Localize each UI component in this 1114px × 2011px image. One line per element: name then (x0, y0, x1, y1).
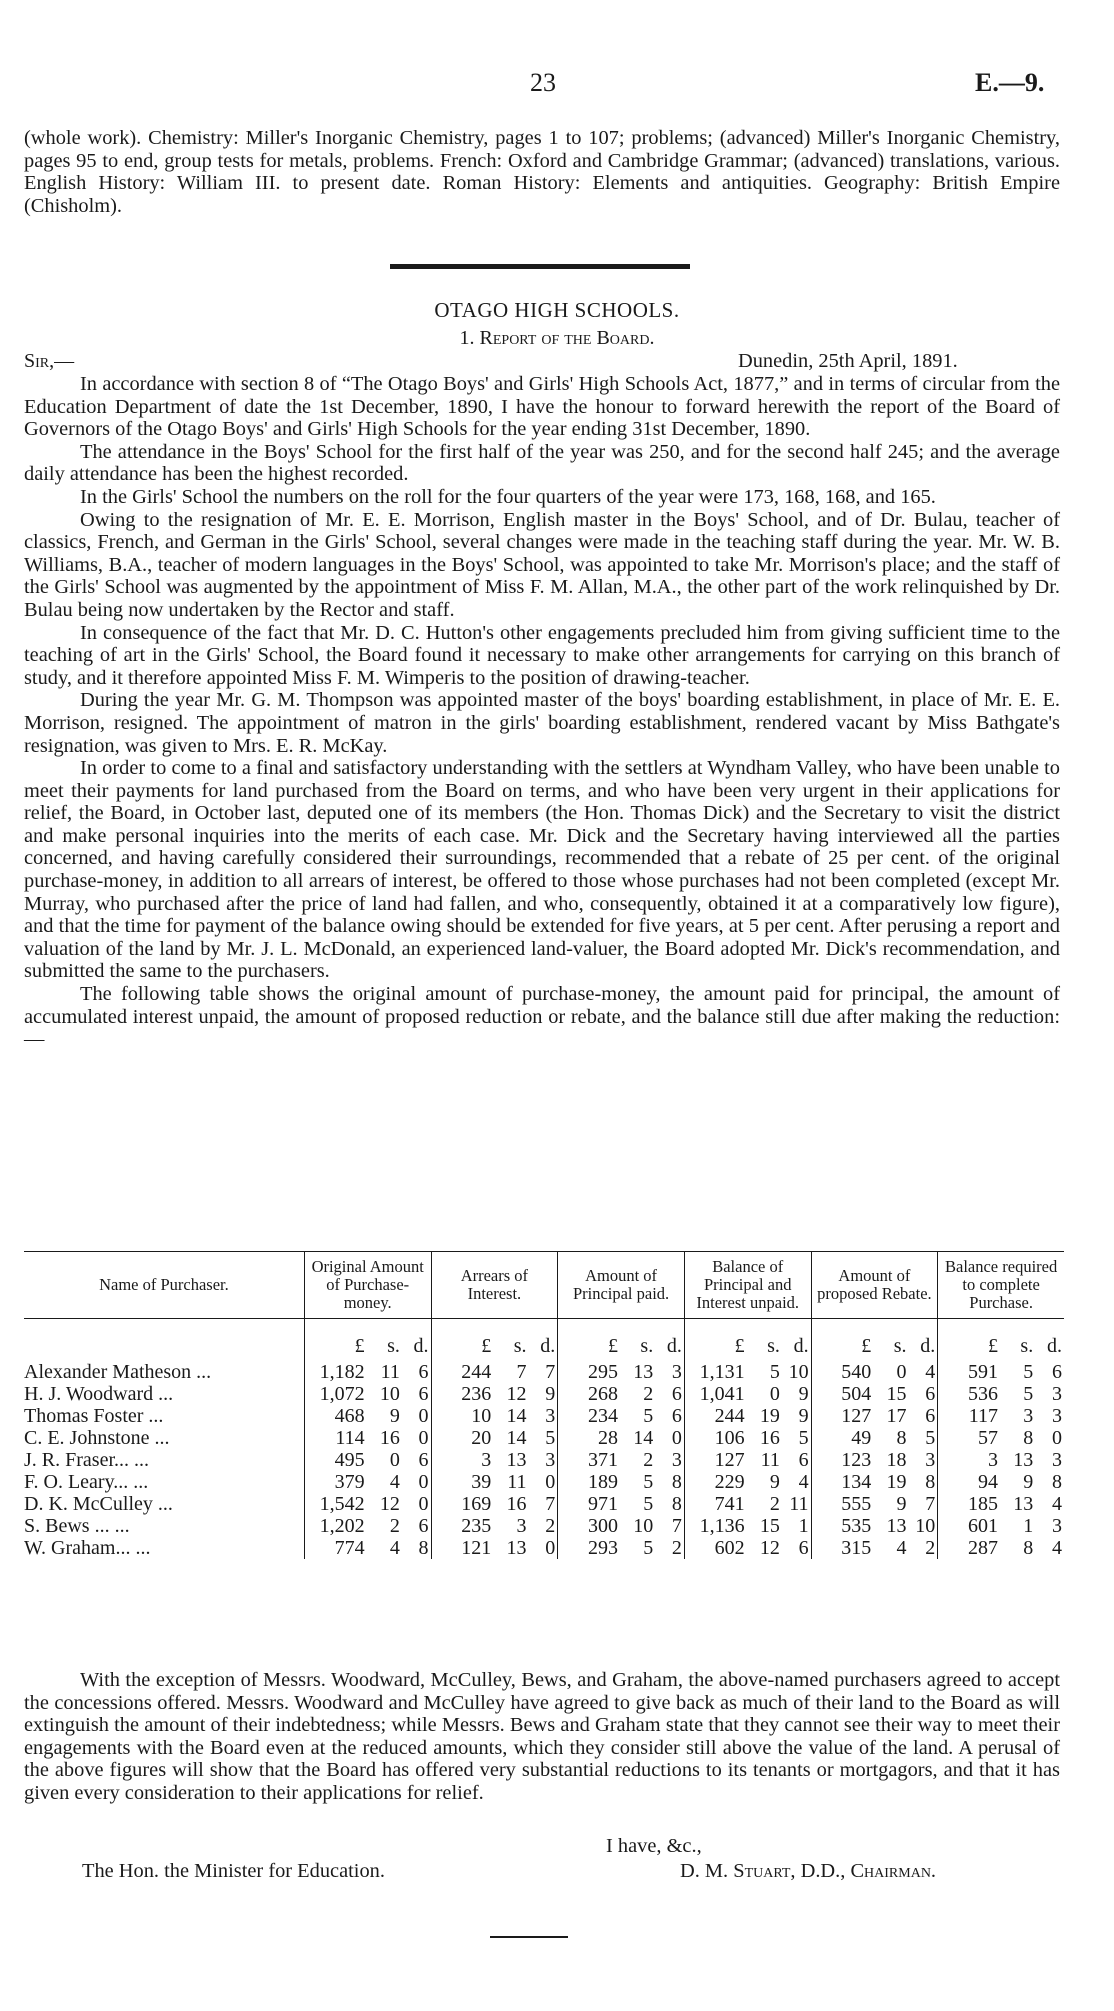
amount-cell: 5 (798, 1427, 809, 1449)
amount-cell: 5 (643, 1471, 654, 1493)
amount-cell: 741 (684, 1493, 746, 1515)
amount-cell: 123 (811, 1449, 873, 1471)
amount-cell: 7 (545, 1493, 556, 1515)
amount-cell: 3 (545, 1405, 556, 1427)
amount-cell: 11 (789, 1493, 809, 1515)
amount-cell: 244 (684, 1405, 746, 1427)
amount-cell: 3 (545, 1449, 556, 1471)
table-row (24, 1427, 1064, 1449)
amount-cell: 3 (925, 1449, 936, 1471)
table-row (24, 1537, 1064, 1559)
amount-cell: 12 (506, 1383, 527, 1405)
amount-cell: 10 (633, 1515, 654, 1537)
amount-cell: 0 (896, 1361, 907, 1383)
intro-text: (whole work). Chemistry: Miller's Inorganic Chemistry, pages 1 to 107; problems; (advanced) Miller's Inorganic Chemistry, pages 95 to end, group tests for metals, problems. French: Oxford and Cambridge Grammar; (advanced) translations, various. English History: William III. to present date. Roman History: Elements and antiquities. Geography: British Empire (Chisholm). (24, 127, 1060, 217)
amount-cell: 19 (759, 1405, 780, 1427)
amount-cell: 1 (1023, 1515, 1034, 1537)
amount-cell: 9 (798, 1405, 809, 1427)
amount-cell: 3 (516, 1515, 527, 1537)
unit-pounds: £ (304, 1319, 366, 1362)
amount-cell: 2 (925, 1537, 936, 1559)
amount-cell: 5 (1023, 1383, 1034, 1405)
amount-cell: 3 (1052, 1383, 1062, 1405)
amount-cell: 17 (886, 1405, 907, 1427)
amount-cell: 1 (798, 1515, 809, 1537)
unit-pence: d. (666, 1335, 682, 1357)
amount-cell: 4 (1052, 1493, 1062, 1515)
unit-pounds: £ (431, 1319, 493, 1362)
amount-cell: 7 (516, 1361, 527, 1383)
amount-cell: 6 (925, 1405, 936, 1427)
purchaser-name: Alexander Matheson ... (24, 1361, 212, 1383)
amount-cell: 6 (418, 1515, 429, 1537)
amount-cell: 117 (938, 1405, 1000, 1427)
amount-cell: 971 (558, 1493, 620, 1515)
paragraph: In order to come to a final and satisfactory understanding with the settlers at Wyndham Valley, who have been unable to meet their payments for land purchased from the Board on terms, and who have been very urgent in their applications for relief, the Board, in October last, deputed one of its members (the Hon. Thomas Dick) and the Secretary to visit the district and make personal inquiries into the merits of each case. Mr. Dick and the Secretary having interviewed all the parties concerned, and having carefully considered their surroundings, recommended that a rebate of 25 per cent. of the original purchase-money, in addition to all arrears of interest, be offered to those whose purchases had not been completed (except Mr. Murray, who purchased after the price of land had fallen, and who, consequently, obtained it at a comparatively low figure), and that the time for payment of the balance owing should be extended for five years, at 5 per cent. After perusing a report and valuation of the land by Mr. J. L. McDonald, an experienced land-valuer, the Board adopted Mr. Dick's recommendation, and submitted the same to the purchasers. (24, 757, 1060, 983)
amount-cell: 39 (431, 1471, 493, 1493)
amount-cell: 9 (1023, 1471, 1034, 1493)
amount-cell: 234 (558, 1405, 620, 1427)
header-principal: Amount of Principal paid. (558, 1252, 685, 1319)
amount-cell: 5 (643, 1537, 654, 1559)
amount-cell: 504 (811, 1383, 873, 1405)
amount-cell: 9 (896, 1493, 907, 1515)
table-row (24, 1471, 1064, 1493)
amount-cell: 11 (380, 1361, 400, 1383)
amount-cell: 1,182 (304, 1361, 366, 1383)
amount-cell: 6 (798, 1537, 809, 1559)
page-reference: E.—9. (975, 68, 1045, 97)
unit-pence: d. (1047, 1335, 1062, 1357)
amount-cell: 468 (304, 1405, 366, 1427)
unit-pounds: £ (938, 1319, 1000, 1362)
unit-pence: d. (793, 1335, 809, 1357)
amount-cell: 11 (507, 1471, 527, 1493)
table-row (24, 1361, 1064, 1383)
amount-cell: 18 (886, 1449, 907, 1471)
amount-cell: 3 (1052, 1449, 1062, 1471)
amount-cell: 5 (643, 1405, 654, 1427)
amount-cell: 4 (389, 1471, 400, 1493)
amount-cell: 555 (811, 1493, 873, 1515)
purchaser-name: S. Bews ... ... (24, 1515, 130, 1537)
amount-cell: 3 (938, 1449, 1000, 1471)
paragraph: The attendance in the Boys' School for the first half of the year was 250, and for the second half 245; and the average daily attendance has been the highest recorded. (24, 440, 1060, 486)
amount-cell: 10 (788, 1361, 809, 1383)
amount-cell: 49 (811, 1427, 873, 1449)
amount-cell: 8 (1023, 1537, 1034, 1559)
amount-cell: 295 (558, 1361, 620, 1383)
amount-cell: 9 (389, 1405, 400, 1427)
amount-cell: 8 (418, 1537, 429, 1559)
amount-cell: 0 (389, 1449, 400, 1471)
amount-cell: 2 (545, 1515, 556, 1537)
amount-cell: 8 (671, 1493, 682, 1515)
amount-cell: 1,131 (684, 1361, 746, 1383)
table-row (24, 1383, 1064, 1405)
footer-divider (490, 1936, 568, 1938)
amount-cell: 134 (811, 1471, 873, 1493)
amount-cell: 57 (938, 1427, 1000, 1449)
amount-cell: 7 (925, 1493, 936, 1515)
amount-cell: 8 (896, 1427, 907, 1449)
amount-cell: 774 (304, 1537, 366, 1559)
amount-cell: 2 (671, 1537, 682, 1559)
unit-shillings: s. (1020, 1335, 1034, 1357)
amount-cell: 6 (671, 1405, 682, 1427)
amount-cell: 19 (886, 1471, 907, 1493)
amount-cell: 13 (633, 1361, 654, 1383)
amount-cell: 0 (1052, 1427, 1062, 1449)
amount-cell: 536 (938, 1383, 1000, 1405)
amount-cell: 4 (925, 1361, 936, 1383)
header-rebate: Amount of proposed Rebate. (811, 1252, 938, 1319)
amount-cell: 287 (938, 1537, 1000, 1559)
amount-cell: 8 (1023, 1427, 1034, 1449)
amount-cell: 1,041 (684, 1383, 746, 1405)
purchaser-name: D. K. McCulley ... (24, 1493, 173, 1515)
amount-cell: 1,136 (684, 1515, 746, 1537)
closing-paragraph: With the exception of Messrs. Woodward, McCulley, Bews, and Graham, the above-named purchasers agreed to accept the concessions offered. Messrs. Woodward and McCulley have agreed to give back as much of their land to the Board as will extinguish the amount of their indebtedness; while Messrs. Bews and Graham state that they cannot see their way to meet their engagements with the Board even at the reduced amounts, which they consider still above the value of the land. A perusal of the above figures will show that the Board has offered very substantial reductions to its tenants or mortgagors, and that it has given every consideration to their applications for relief. (24, 1669, 1060, 1804)
purchaser-name: F. O. Leary... ... (24, 1471, 149, 1493)
section-title: OTAGO HIGH SCHOOLS. (434, 298, 680, 322)
amount-cell: 9 (798, 1383, 809, 1405)
amount-cell: 16 (379, 1427, 400, 1449)
amount-cell: 236 (431, 1383, 493, 1405)
amount-cell: 371 (558, 1449, 620, 1471)
amount-cell: 15 (759, 1515, 780, 1537)
amount-cell: 13 (1013, 1449, 1034, 1471)
amount-cell: 10 (915, 1515, 936, 1537)
amount-cell: 15 (886, 1383, 907, 1405)
amount-cell: 12 (379, 1493, 400, 1515)
amount-cell: 13 (506, 1449, 527, 1471)
amount-cell: 229 (684, 1471, 746, 1493)
units-row (24, 1319, 1064, 1362)
unit-pence: d. (920, 1335, 936, 1357)
amount-cell: 0 (418, 1493, 429, 1515)
addressee: The Hon. the Minister for Education. (82, 1860, 385, 1882)
amount-cell: 602 (684, 1537, 746, 1559)
amount-cell: 127 (684, 1449, 746, 1471)
amount-cell: 601 (938, 1515, 1000, 1537)
amount-cell: 13 (1013, 1493, 1034, 1515)
amount-cell: 0 (671, 1427, 682, 1449)
amount-cell: 5 (925, 1427, 936, 1449)
table-header-row (24, 1252, 1064, 1319)
amount-cell: 114 (304, 1427, 366, 1449)
amount-cell: 5 (1023, 1361, 1034, 1383)
purchaser-name: Thomas Foster ... (24, 1405, 164, 1427)
header-arrears: Arrears of Interest. (431, 1252, 558, 1319)
amount-cell: 6 (671, 1383, 682, 1405)
amount-cell: 28 (558, 1427, 620, 1449)
amount-cell: 0 (545, 1471, 556, 1493)
unit-shillings: s. (893, 1335, 907, 1357)
amount-cell: 6 (798, 1449, 809, 1471)
sign-off: I have, &c., (606, 1835, 702, 1857)
amount-cell: 379 (304, 1471, 366, 1493)
purchaser-name: C. E. Johnstone ... (24, 1427, 170, 1449)
amount-cell: 1,072 (304, 1383, 366, 1405)
amount-cell: 591 (938, 1361, 1000, 1383)
purchaser-name: J. R. Fraser... ... (24, 1449, 149, 1471)
table-row (24, 1405, 1064, 1427)
amount-cell: 3 (1052, 1515, 1062, 1537)
amount-cell: 20 (431, 1427, 493, 1449)
amount-cell: 6 (418, 1449, 429, 1471)
signatory (680, 1860, 936, 1883)
amount-cell: 6 (1052, 1361, 1062, 1383)
amount-cell: 315 (811, 1537, 873, 1559)
paragraph: Owing to the resignation of Mr. E. E. Morrison, English master in the Boys' School, and of Dr. Bulau, teacher of classics, French, and German in the Girls' School, several changes were made in the teaching staff during the year. Mr. W. B. Williams, B.A., teacher of modern languages in the Boys' School, was appointed to take Mr. Morrison's place; and the staff of the Girls' School was augmented by the appointment of Miss F. M. Allan, M.A., the other part of the work relinquished by Dr. Bulau being now undertaken by the Rector and staff. (24, 508, 1060, 621)
amount-cell: 495 (304, 1449, 366, 1471)
amount-cell: 6 (925, 1383, 936, 1405)
amount-cell: 0 (418, 1471, 429, 1493)
amount-cell: 1,542 (304, 1493, 366, 1515)
closing-section (24, 1669, 1060, 1805)
amount-cell: 4 (896, 1537, 907, 1559)
unit-shillings: s. (640, 1335, 654, 1357)
table-row (24, 1493, 1064, 1515)
amount-cell: 235 (431, 1515, 493, 1537)
amount-cell: 8 (671, 1471, 682, 1493)
amount-cell: 121 (431, 1537, 493, 1559)
unit-pounds: £ (684, 1319, 746, 1362)
header-balance-required: Balance required to complete Purchase. (938, 1252, 1064, 1319)
salutation: Sir,— (24, 350, 75, 372)
unit-pounds: £ (811, 1319, 873, 1362)
paragraph: During the year Mr. G. M. Thompson was appointed master of the boys' boarding establishment, in place of Mr. E. E. Morrison, resigned. The appointment of matron in the girls' boarding establishment, rendered vacant by Miss Bathgate's resignation, was given to Mrs. E. R. McKay. (24, 689, 1060, 757)
paragraph: In accordance with section 8 of “The Otago Boys' and Girls' High Schools Act, 1877,” and in terms of circular from the Education Department of date the 1st December, 1890, I have the honour to forward herewith the report of the Board of Governors of the Otago Boys' and Girls' High Schools for the year ending 31st December, 1890. (24, 373, 1060, 441)
amount-cell: 13 (506, 1537, 527, 1559)
amount-cell: 1,202 (304, 1515, 366, 1537)
paragraph: In the Girls' School the numbers on the roll for the four quarters of the year were 173, 168, 168, and 165. (80, 485, 936, 508)
amount-cell: 16 (759, 1427, 780, 1449)
amount-cell: 127 (811, 1405, 873, 1427)
amount-cell: 3 (431, 1449, 493, 1471)
amount-cell: 14 (506, 1427, 527, 1449)
amount-cell: 169 (431, 1493, 493, 1515)
unit-pence: d. (413, 1335, 429, 1357)
amount-cell: 94 (938, 1471, 1000, 1493)
amount-cell: 2 (643, 1449, 654, 1471)
unit-shillings: s. (767, 1335, 780, 1357)
amount-cell: 185 (938, 1493, 1000, 1515)
amount-cell: 12 (759, 1537, 780, 1559)
units-blank (24, 1319, 304, 1362)
amount-cell: 535 (811, 1515, 873, 1537)
amount-cell: 7 (545, 1361, 556, 1383)
amount-cell: 16 (506, 1493, 527, 1515)
unit-shillings: s. (513, 1335, 527, 1357)
unit-pence: d. (540, 1335, 556, 1357)
purchase-table (24, 1251, 1064, 1559)
amount-cell: 9 (545, 1383, 556, 1405)
amount-cell: 10 (431, 1405, 493, 1427)
amount-cell: 14 (506, 1405, 527, 1427)
amount-cell: 6 (418, 1361, 429, 1383)
table-row (24, 1449, 1064, 1471)
amount-cell: 2 (643, 1383, 654, 1405)
section-subtitle: 1. Report of the Board. (459, 327, 655, 349)
amount-cell: 3 (671, 1449, 682, 1471)
intro-paragraph (24, 127, 1060, 217)
amount-cell: 300 (558, 1515, 620, 1537)
header-name: Name of Purchaser. (24, 1252, 304, 1319)
amount-cell: 268 (558, 1383, 620, 1405)
amount-cell: 189 (558, 1471, 620, 1493)
amount-cell: 3 (1052, 1405, 1062, 1427)
page-number: 23 (530, 68, 556, 97)
table-row (24, 1515, 1064, 1537)
amount-cell: 8 (1052, 1471, 1062, 1493)
amount-cell: 0 (418, 1405, 429, 1427)
amount-cell: 0 (545, 1537, 556, 1559)
unit-pounds: £ (558, 1319, 620, 1362)
header-balance-unpaid: Balance of Principal and Interest unpaid. (684, 1252, 811, 1319)
report-body (24, 373, 1060, 1051)
date-line: Dunedin, 25th April, 1891. (738, 350, 958, 372)
amount-cell: 0 (418, 1427, 429, 1449)
header-original: Original Amount of Purchase-money. (304, 1252, 431, 1319)
amount-cell: 5 (545, 1427, 556, 1449)
unit-shillings: s. (387, 1335, 400, 1357)
signatory-text: D. M. Stuart, D.D., Chairman. (680, 1860, 937, 1882)
section-divider (390, 264, 690, 269)
amount-cell: 13 (886, 1515, 907, 1537)
amount-cell: 14 (633, 1427, 654, 1449)
purchaser-name: W. Graham... ... (24, 1537, 151, 1559)
amount-cell: 4 (798, 1471, 809, 1493)
amount-cell: 8 (925, 1471, 936, 1493)
amount-cell: 6 (418, 1383, 429, 1405)
amount-cell: 244 (431, 1361, 493, 1383)
amount-cell: 7 (671, 1515, 682, 1537)
purchaser-name: H. J. Woodward ... (24, 1383, 174, 1405)
amount-cell: 106 (684, 1427, 746, 1449)
amount-cell: 10 (379, 1383, 400, 1405)
amount-cell: 3 (671, 1361, 682, 1383)
amount-cell: 4 (1052, 1537, 1062, 1559)
amount-cell: 9 (769, 1471, 780, 1493)
paragraph: In consequence of the fact that Mr. D. C. Hutton's other engagements precluded him from giving sufficient time to the teaching of art in the Girls' School, the Board found it necessary to make other arrangements for carrying on this branch of study, and it therefore appointed Miss F. M. Wimperis to the position of drawing-teacher. (24, 621, 1060, 689)
amount-cell: 293 (558, 1537, 620, 1559)
amount-cell: 5 (769, 1361, 780, 1383)
amount-cell: 5 (643, 1493, 654, 1515)
amount-cell: 540 (811, 1361, 873, 1383)
amount-cell: 2 (769, 1493, 780, 1515)
amount-cell: 3 (1023, 1405, 1034, 1427)
amount-cell: 4 (389, 1537, 400, 1559)
paragraph: The following table shows the original amount of purchase-money, the amount paid for principal, the amount of accumulated interest unpaid, the amount of proposed reduction or rebate, and the balance still due after making the reduction:— (24, 983, 1060, 1051)
amount-cell: 2 (389, 1515, 400, 1537)
amount-cell: 0 (769, 1383, 780, 1405)
amount-cell: 11 (760, 1449, 780, 1471)
